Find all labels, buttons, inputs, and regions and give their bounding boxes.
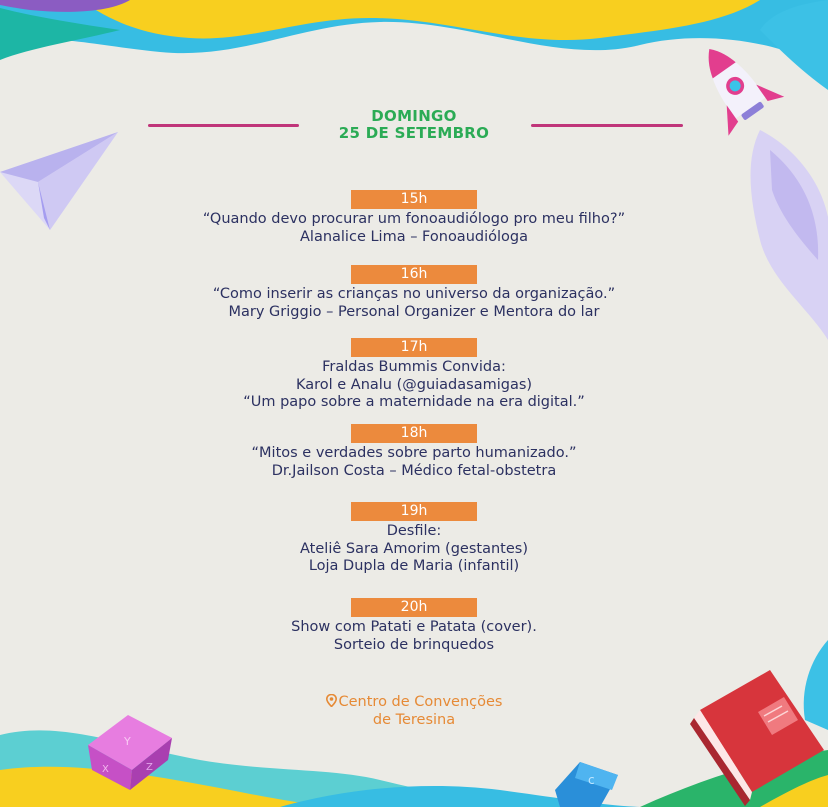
event-speaker: Mary Griggio – Personal Organizer e Mentora do lar bbox=[228, 303, 600, 320]
schedule-header bbox=[0, 108, 828, 142]
time-badge: 15h bbox=[351, 190, 477, 209]
header-divider-left bbox=[148, 124, 299, 127]
event-title: “Como inserir as crianças no universo da organização.” bbox=[212, 286, 616, 302]
header-divider-right bbox=[531, 124, 683, 127]
event-speaker: Alanalice Lima – Fonoaudióloga bbox=[300, 228, 528, 245]
event-18h bbox=[0, 424, 828, 480]
event-19h bbox=[0, 502, 828, 576]
time-badge: 19h bbox=[351, 502, 477, 521]
event-speaker: Dr.Jailson Costa – Médico fetal-obstetra bbox=[271, 462, 557, 479]
svg-text:c: c bbox=[588, 773, 595, 787]
event-title: “Mitos e verdades sobre parto humanizado.” bbox=[251, 445, 577, 461]
time-badge: 18h bbox=[351, 424, 477, 443]
event-line: “Um papo sobre a maternidade na era digital.” bbox=[243, 394, 585, 410]
event-title: “Quando devo procurar um fonoaudiólogo pro meu filho?” bbox=[202, 211, 626, 227]
location-line-2: de Teresina bbox=[372, 712, 456, 728]
event-line: Fraldas Bummis Convida: bbox=[322, 359, 506, 375]
event-20h bbox=[0, 598, 828, 654]
event-16h bbox=[0, 265, 828, 321]
header-title bbox=[339, 108, 489, 142]
day-label: DOMINGO bbox=[371, 107, 457, 125]
event-line: Sorteio de brinquedos bbox=[333, 636, 495, 653]
svg-text:Z: Z bbox=[146, 762, 153, 773]
location-pin-icon bbox=[326, 694, 337, 707]
event-line: Karol e Analu (@guiadasamigas) bbox=[295, 376, 533, 393]
date-label: 25 DE SETEMBRO bbox=[338, 124, 490, 142]
location-line-1: Centro de Convenções bbox=[338, 694, 503, 710]
event-15h bbox=[0, 190, 828, 246]
event-location bbox=[0, 693, 828, 729]
event-17h bbox=[0, 338, 828, 412]
event-line: Ateliê Sara Amorim (gestantes) bbox=[300, 540, 528, 557]
time-badge: 17h bbox=[351, 338, 477, 357]
event-line: Desfile: bbox=[386, 523, 442, 539]
event-line: Loja Dupla de Maria (infantil) bbox=[308, 558, 520, 574]
event-line: Show com Patati e Patata (cover). bbox=[291, 619, 537, 635]
svg-text:X: X bbox=[102, 764, 109, 775]
time-badge: 16h bbox=[351, 265, 477, 284]
time-badge: 20h bbox=[351, 598, 477, 617]
svg-text:Y: Y bbox=[124, 735, 131, 748]
